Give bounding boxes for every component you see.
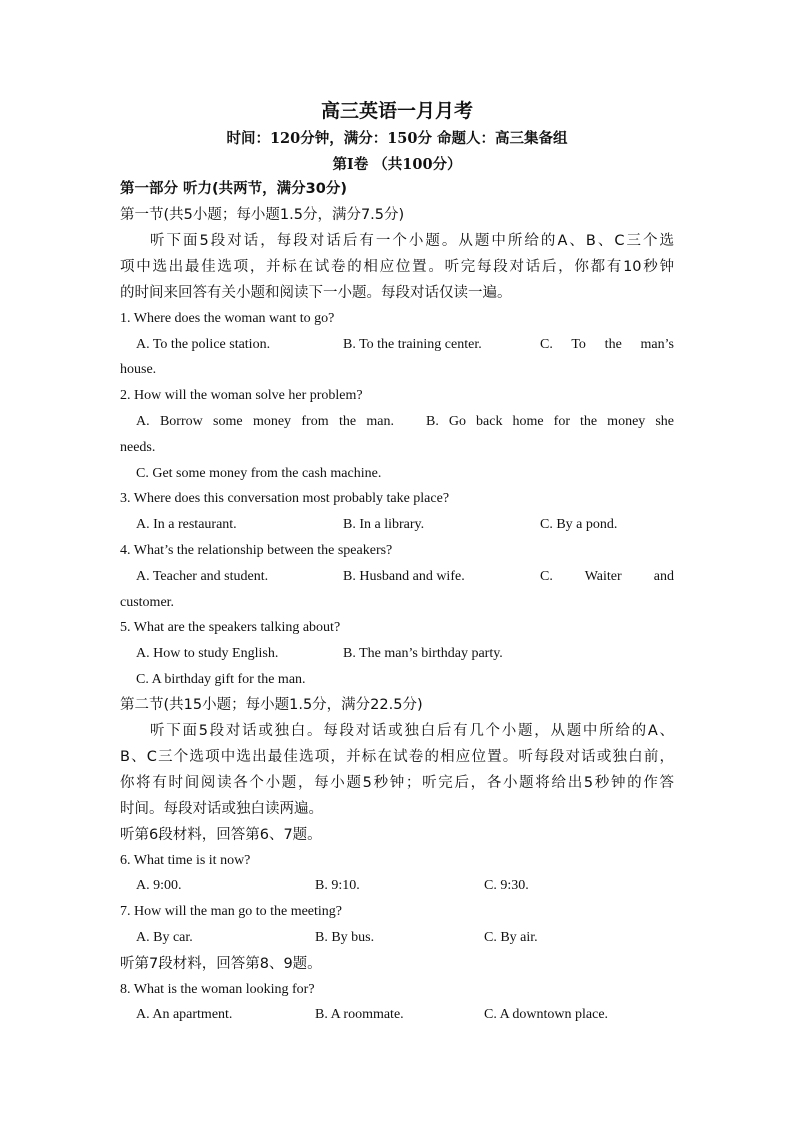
q6-option-b: B. 9:10.: [315, 878, 360, 893]
section1-intro-line: 项中选出最佳选项，并标在试卷的相应位置。听完每段对话后，你都有10秒钟: [120, 259, 674, 275]
question-8: 8. What is the woman looking for?: [120, 982, 315, 997]
q4-option-b: B. Husband and wife.: [343, 569, 465, 584]
section2-heading: 第二节(共15小题；每小题1.5分，满分22.5分): [120, 697, 423, 713]
question-4: 4. What’s the relationship between the speakers?: [120, 543, 393, 558]
q7-option-a: A. By car.: [136, 930, 193, 945]
section2-intro-line: 你将有时间阅读各个小题，每小题5秒钟；听完后，各小题将给出5秒钟的作答: [120, 775, 674, 791]
q6-option-c: C. 9:30.: [484, 878, 529, 893]
question-3: 3. Where does this conversation most probably take place?: [120, 491, 450, 506]
q2-option-c: C. Get some money from the cash machine.: [136, 466, 382, 481]
q5-option-b: B. The man’s birthday party.: [343, 646, 503, 661]
volume-heading: 第I卷 （共100分）: [332, 156, 462, 173]
material-7-heading: 听第7段材料，回答第8、9题。: [120, 956, 322, 972]
section2-intro-line: 听下面5段对话或独白。每段对话或独白后有几个小题，从题中所给的A、: [150, 723, 674, 739]
q6-option-a: A. 9:00.: [136, 878, 182, 893]
q3-option-b: B. In a library.: [343, 517, 425, 532]
q5-option-a: A. How to study English.: [136, 646, 279, 661]
page-title: 高三英语一月月考: [320, 100, 473, 122]
question-7: 7. How will the man go to the meeting?: [120, 904, 343, 919]
section2-intro-line: 时间。每段对话或独白读两遍。: [120, 801, 323, 817]
q7-option-b: B. By bus.: [315, 930, 375, 945]
question-6: 6. What time is it now?: [120, 853, 251, 868]
q8-option-c: C. A downtown place.: [484, 1007, 609, 1022]
exam-meta: 时间：120分钟，满分：150分 命题人：高三集备组: [226, 130, 568, 147]
q1-option-c: C. To the man’s: [540, 337, 674, 352]
q2-option-a: A. Borrow some money from the man.: [136, 414, 394, 429]
q2-option-b-cont: needs.: [120, 440, 156, 455]
q2-option-b: B. Go back home for the money she: [426, 414, 674, 429]
q8-option-b: B. A roommate.: [315, 1007, 404, 1022]
q1-option-a: A. To the police station.: [136, 337, 271, 352]
part-heading: 第一部分 听力(共两节，满分30分): [120, 181, 347, 197]
section1-intro-line: 听下面5段对话，每段对话后有一个小题。从题中所给的A、B、C三个选: [150, 233, 674, 249]
section1-intro-line: 的时间来回答有关小题和阅读下一小题。每段对话仅读一遍。: [120, 285, 512, 301]
q4-option-c: C. Waiter and: [540, 569, 674, 584]
material-6-heading: 听第6段材料，回答第6、7题。: [120, 827, 322, 843]
question-1: 1. Where does the woman want to go?: [120, 311, 335, 326]
question-2: 2. How will the woman solve her problem?: [120, 388, 363, 403]
q1-option-b: B. To the training center.: [343, 337, 482, 352]
q4-option-c-cont: customer.: [120, 595, 175, 610]
q4-option-a: A. Teacher and student.: [136, 569, 269, 584]
q8-option-a: A. An apartment.: [136, 1007, 233, 1022]
section2-intro-line: B、C三个选项中选出最佳选项，并标在试卷的相应位置。听每段对话或独白前，: [120, 749, 674, 765]
q3-option-c: C. By a pond.: [540, 517, 618, 532]
q7-option-c: C. By air.: [484, 930, 538, 945]
q1-option-c-cont: house.: [120, 362, 157, 377]
q5-option-c: C. A birthday gift for the man.: [136, 672, 306, 687]
question-5: 5. What are the speakers talking about?: [120, 620, 341, 635]
q3-option-a: A. In a restaurant.: [136, 517, 237, 532]
section1-heading: 第一节(共5小题；每小题1.5分，满分7.5分): [120, 207, 405, 223]
